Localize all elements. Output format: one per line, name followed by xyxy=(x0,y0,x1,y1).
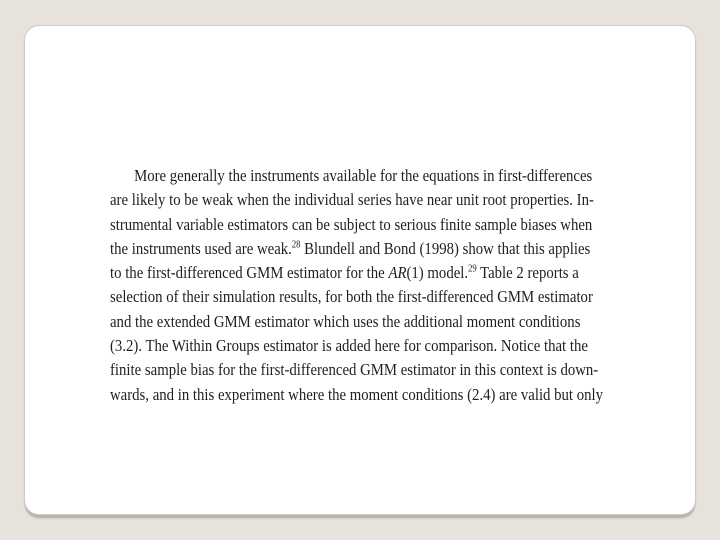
text-line: strumental variable estimators can be subject to serious finite sample biases when xyxy=(110,214,593,234)
text-line: wards, and in this experiment where the moment conditions (2.4) are valid but only xyxy=(110,384,604,404)
math-variable: AR xyxy=(388,263,407,283)
slide-card xyxy=(25,26,695,514)
text-line: finite sample bias for the first-differenced GMM estimator in this context is down- xyxy=(110,360,599,380)
text-segment: the instruments used are weak. xyxy=(110,238,292,258)
text-segment: (1) model. xyxy=(406,263,469,283)
text-segment: Table 2 reports a xyxy=(476,263,579,283)
text-line: More generally the instruments available for the equations in first-differences xyxy=(134,166,593,185)
footnote-ref: 29 xyxy=(468,263,477,275)
text-excerpt xyxy=(110,164,635,407)
footnote-ref: 28 xyxy=(291,239,301,251)
text-line xyxy=(110,237,591,261)
text-segment: to the first-differenced GMM estimator for the xyxy=(110,263,389,283)
text-line: and the extended GMM estimator which uses the additional moment conditions xyxy=(110,311,581,331)
text-line: are likely to be weak when the individual series have near unit root properties. In- xyxy=(110,190,594,210)
text-line: selection of their simulation results, for both the first-differenced GMM estimator xyxy=(110,287,593,307)
text-line xyxy=(110,261,579,285)
text-line: (3.2). The Within Groups estimator is added here for comparison. Notice that the xyxy=(110,336,588,356)
text-segment: Blundell and Bond (1998) show that this applies xyxy=(300,238,591,258)
